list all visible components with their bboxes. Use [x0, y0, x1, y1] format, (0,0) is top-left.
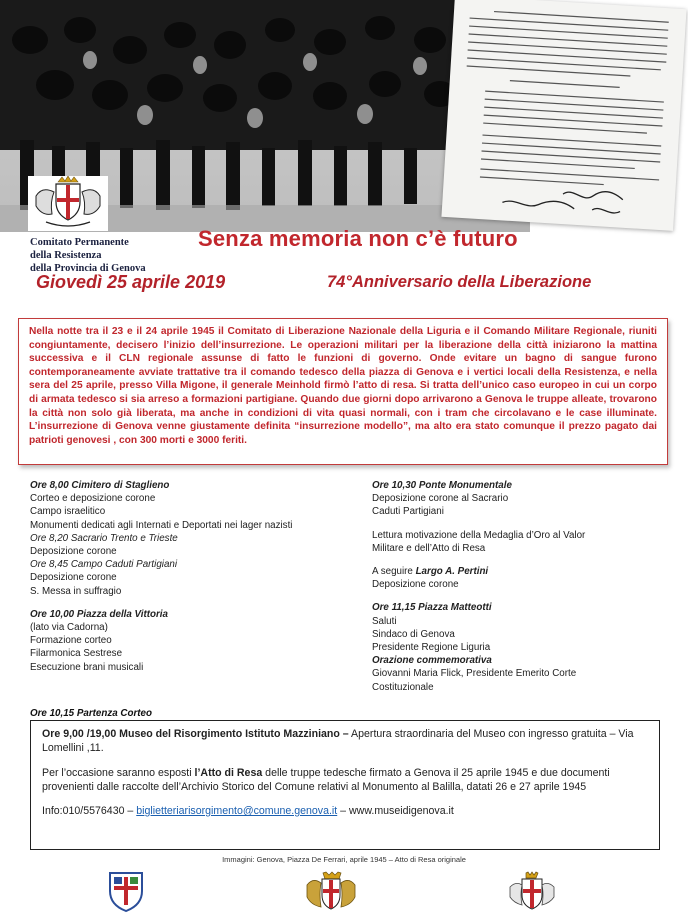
museum-exhibit-text-a: Per l’occasione saranno esposti [42, 767, 195, 779]
seguire-prefix: A seguire [372, 566, 416, 578]
schedule-item: (lato via Cadorna) [30, 622, 108, 634]
schedule-item: Corteo e deposizione corone [30, 493, 156, 505]
schedule-item: Monumenti dedicati agli Internati e Deportati nei lager nazisti [30, 519, 293, 531]
museum-opening-bold: Ore 9,00 /19,00 Museo del Risorgimento Istituto Mazziniano – [42, 728, 349, 740]
orazione-heading: Orazione commemorativa [372, 655, 492, 667]
schedule-heading: Ore 10,00 Piazza della Vittoria [30, 608, 168, 620]
committee-name [30, 236, 146, 275]
schedule-item: Presidente Regione Liguria [372, 642, 491, 654]
schedule-item: Campo israelitico [30, 506, 106, 518]
provincia-genova-shield-logo [506, 871, 558, 913]
info-website: – www.museidigenova.it [337, 805, 454, 817]
genova-coat-of-arms-logo [28, 176, 108, 231]
schedule-item: Filarmonica Sestrese [30, 648, 123, 660]
event-date: Giovedì 25 aprile 2019 [36, 272, 226, 292]
museum-exhibit-paragraph [42, 766, 649, 794]
atto-di-resa-document-image [441, 0, 686, 231]
partenza-corteo-heading: Ore 10,15 Partenza Corteo [30, 708, 152, 719]
museum-exhibit-text-b: delle truppe tedesche firmato a Genova il 25 aprile 1945 e due documenti provenienti dalle raccolte dell’Archivio Storico del Comune relativi al Monumento al Balilla, datati 26 e 27 aprile 1945 [42, 767, 610, 793]
seguire-place: Largo A. Pertini [415, 566, 489, 578]
schedule-subheading: Ore 8,20 Sacrario Trento e Trieste [30, 532, 178, 544]
museum-info-line [42, 804, 649, 818]
regione-liguria-shield-logo [108, 871, 144, 913]
schedule-item: S. Messa in suffragio [30, 585, 122, 597]
info-phone: Info:010/5576430 – [42, 805, 137, 817]
committee-line-3: della Provincia di Genova [30, 263, 146, 274]
schedule-item: Caduti Partigiani [372, 506, 444, 518]
museum-opening-text: Apertura straordinaria del Museo con ingresso gratuita – Via Lomellini ,11. [42, 728, 634, 754]
anniversary-heading: 74°Anniversario della Liberazione [327, 273, 592, 291]
committee-line-1: Comitato Permanente [30, 237, 129, 248]
schedule-item: Lettura motivazione della Medaglia d’Oro al Valor [372, 529, 586, 541]
schedule-item: Saluti [372, 615, 397, 627]
email-link[interactable]: biglietteriarisorgimento@comune.genova.it [136, 805, 338, 817]
schedule-heading: Ore 10,30 Ponte Monumentale [372, 480, 512, 491]
program-left-column [30, 479, 292, 674]
schedule-item: Militare e dell’Atto di Resa [372, 542, 486, 554]
comune-genova-griffin-logo [305, 871, 357, 913]
committee-line-2: della Resistenza [30, 250, 102, 261]
museum-info-box [30, 720, 660, 850]
image-caption: Immagini: Genova, Piazza De Ferrari, aprile 1945 – Atto di Resa originale [222, 855, 466, 864]
schedule-item: Deposizione corone [30, 572, 117, 584]
schedule-item: Giovanni Maria Flick, Presidente Emerito Corte [372, 668, 577, 680]
page-title: Senza memoria non c’è futuro [198, 226, 518, 251]
schedule-heading: Ore 11,15 Piazza Matteotti [372, 602, 492, 614]
schedule-item: Formazione corteo [30, 635, 112, 647]
museum-exhibit-bold: l’Atto di Resa [194, 767, 263, 779]
schedule-item-seguire [372, 565, 585, 578]
schedule-item: Deposizione corone [372, 579, 459, 591]
schedule-heading: Ore 8,00 Cimitero di Staglieno [30, 480, 170, 491]
schedule-item: Esecuzione brani musicali [30, 661, 144, 673]
museum-opening-paragraph [42, 727, 649, 755]
schedule-item: Costituzionale [372, 681, 434, 693]
schedule-item: Deposizione corone al Sacrario [372, 493, 509, 505]
schedule-item: Deposizione corone [30, 546, 117, 558]
schedule-subheading: Ore 8,45 Campo Caduti Partigiani [30, 559, 178, 571]
schedule-item: Sindaco di Genova [372, 628, 455, 640]
program-right-column [372, 479, 585, 694]
intro-text-box [18, 318, 668, 465]
intro-text: Nella notte tra il 23 e il 24 aprile 1945 il Comitato di Liberazione Nazionale della Liguria e il Comando Militare Regionale, riuniti congiuntamente, decisero l’inizio dell’insurrezione. Le operazioni militari per la liberazione della città iniziarono la mattina successiva e il CLN regionale assunse di fatto le funzioni di governo. Onde evitare un bagno di sangue furono contemporaneamente avviate trattative tra il comando tedesco della piazza di Genova e i vertici locali della Resistenza, e nella sera del 25 aprile, presso Villa Migone, il generale Meinhold firmò l’atto di resa. Si tratta dell’unico caso europeo in cui un corpo di armata tedesco si sia arreso a formazioni partigiane. Quando due giorni dopo arrivarono a Genova le truppe alleate, trovarono la città non solo già liberata, ma anche in condizioni di vita quasi normali, con i tram che circolavano e le case illuminate. L’insurrezione di Genova venne giustamente definita “insurrezione modello”, ma alto era stato comunque il prezzo pagato dai patrioti genovesi , con 300 morti e 3000 feriti. [29, 326, 657, 446]
